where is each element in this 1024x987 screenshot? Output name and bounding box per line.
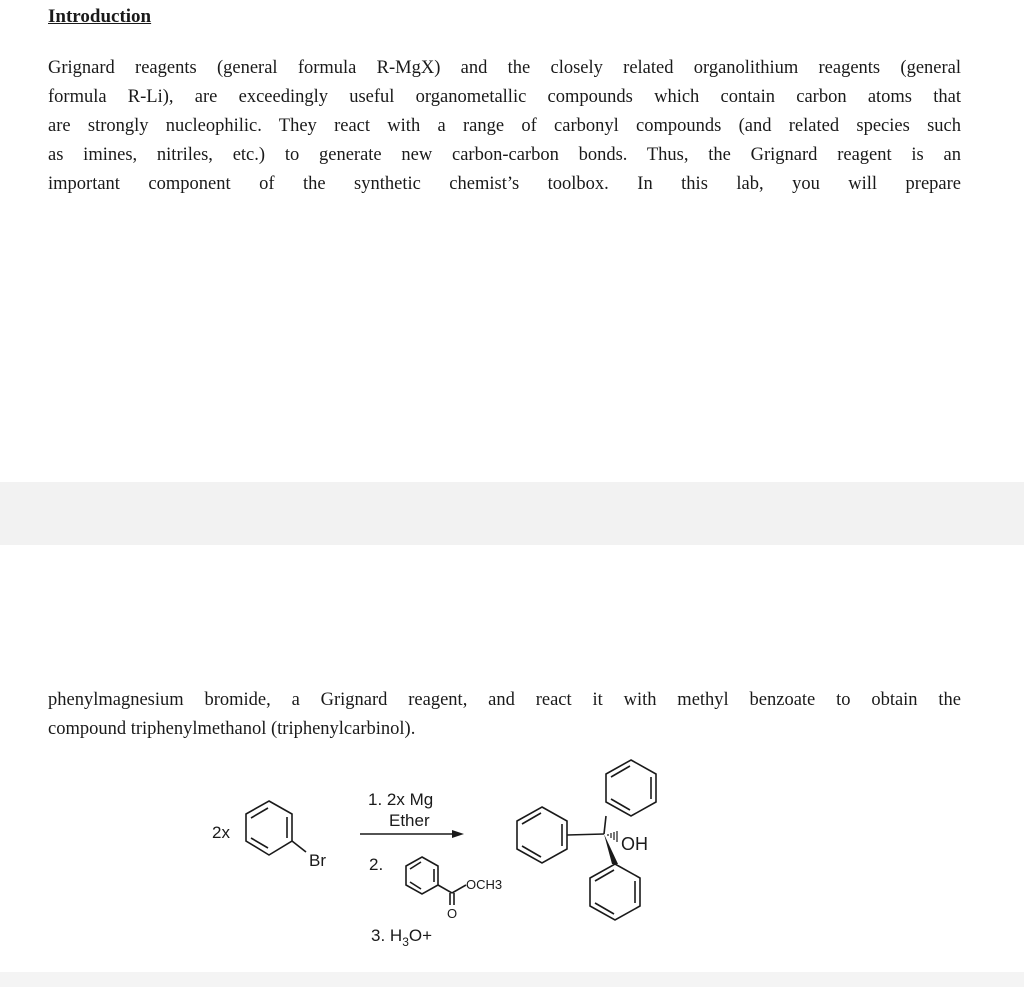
- methyl-benzoate-structure: [406, 857, 466, 905]
- paragraph-line: important component of the synthetic chemist’s toolbox. In this lab, you will prepare: [48, 174, 961, 194]
- step2-label: 2.: [369, 855, 384, 874]
- paragraph-line: as imines, nitriles, etc.) to generate new carbon-carbon bonds. Thus, the Grignard reagent is an: [48, 145, 961, 165]
- coefficient-label: 2x: [212, 823, 230, 842]
- paragraph-line: Grignard reagents (general formula R-MgX) and the closely related organolithium reagents (general: [48, 58, 961, 78]
- paragraph-line: phenylmagnesium bromide, a Grignard reagent, and react it with methyl benzoate to obtain the: [48, 690, 961, 710]
- section-heading: Introduction: [48, 6, 152, 27]
- solvent-label: Ether: [389, 811, 430, 830]
- reaction-arrow: [360, 830, 464, 838]
- hydroxyl-label: OH: [621, 834, 648, 854]
- paragraph-line: formula R-Li), are exceedingly useful organometallic compounds which contain carbon atoms that: [48, 87, 961, 107]
- step1-label: 1. 2x Mg: [368, 790, 434, 809]
- paragraph-line: compound triphenylmethanol (triphenylcarbinol).: [48, 719, 416, 739]
- paragraph-line: are strongly nucleophilic. They react with a range of carbonyl compounds (and related species such: [48, 116, 961, 136]
- step3-label: 3. $H_3O+$: [371, 926, 433, 949]
- bromobenzene-structure: [246, 801, 306, 855]
- bromine-label: Br: [309, 851, 326, 870]
- ester-group-label: OCH3: [466, 877, 503, 892]
- carbonyl-oxygen-label: O: [447, 906, 458, 921]
